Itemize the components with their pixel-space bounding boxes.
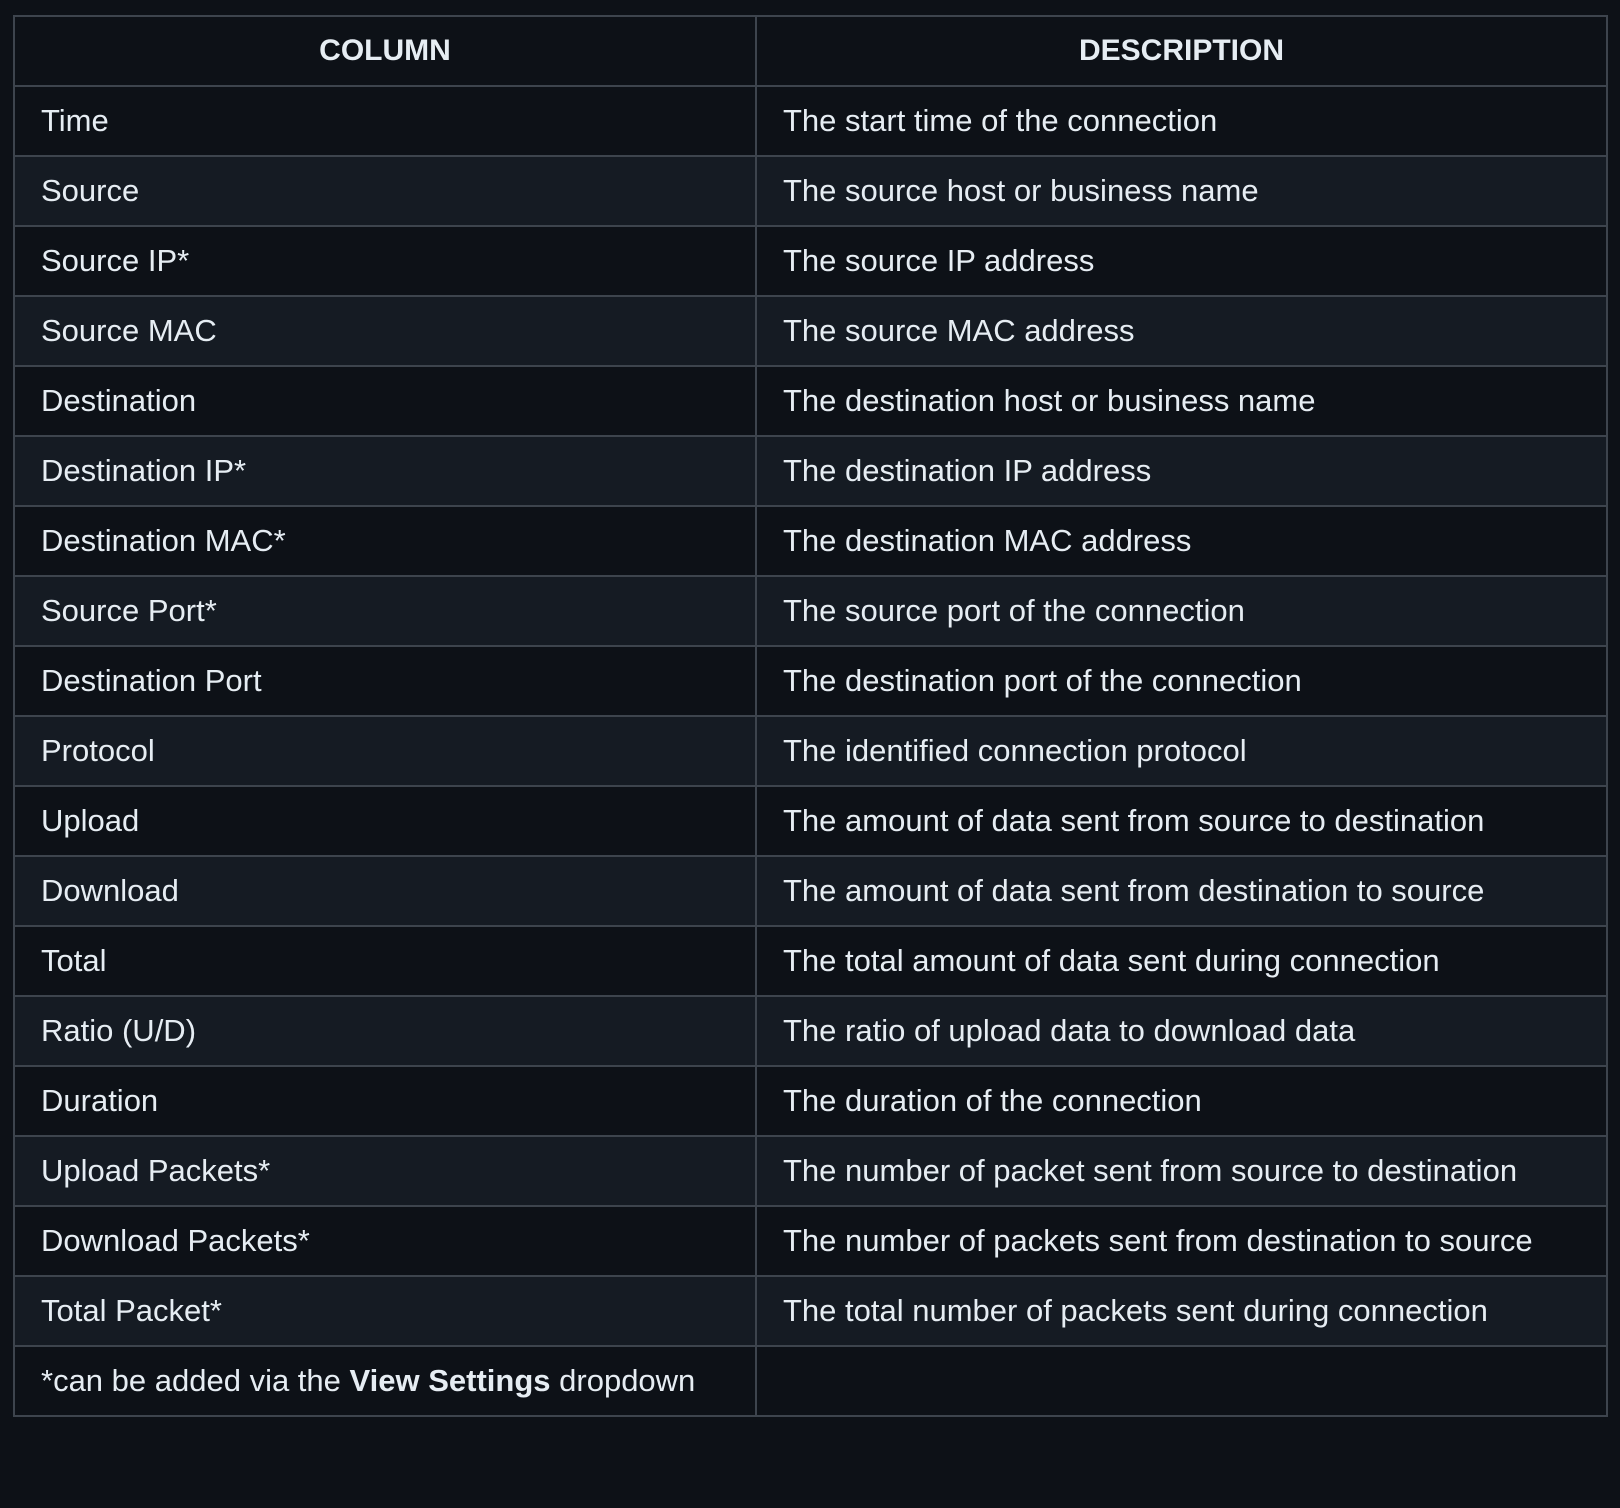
table-row	[14, 1276, 1607, 1346]
table-row	[14, 786, 1607, 856]
description-cell: The destination MAC address	[756, 506, 1607, 576]
column-name-cell: Source Port*	[14, 576, 756, 646]
column-name-cell: Total Packet*	[14, 1276, 756, 1346]
table-row	[14, 1206, 1607, 1276]
table-row	[14, 86, 1607, 156]
column-name-cell: Upload Packets*	[14, 1136, 756, 1206]
description-cell: The source IP address	[756, 226, 1607, 296]
table-row	[14, 226, 1607, 296]
description-cell: The destination IP address	[756, 436, 1607, 506]
description-header: DESCRIPTION	[756, 16, 1607, 86]
table-row	[14, 506, 1607, 576]
description-cell: The amount of data sent from source to destination	[756, 786, 1607, 856]
column-header: COLUMN	[14, 16, 756, 86]
description-cell: The destination port of the connection	[756, 646, 1607, 716]
table-row	[14, 576, 1607, 646]
table-row	[14, 1066, 1607, 1136]
description-cell: The number of packet sent from source to destination	[756, 1136, 1607, 1206]
description-cell: The number of packets sent from destination to source	[756, 1206, 1607, 1276]
view-settings-emphasis: View Settings	[349, 1363, 551, 1398]
table-row	[14, 716, 1607, 786]
column-name-cell: Time	[14, 86, 756, 156]
table-row	[14, 366, 1607, 436]
table-row	[14, 646, 1607, 716]
column-name-cell: Download	[14, 856, 756, 926]
column-name-cell: Destination	[14, 366, 756, 436]
table-row	[14, 436, 1607, 506]
column-name-cell: Source MAC	[14, 296, 756, 366]
table-row	[14, 856, 1607, 926]
table-row	[14, 156, 1607, 226]
column-description-table	[13, 15, 1608, 1417]
description-cell: The total number of packets sent during connection	[756, 1276, 1607, 1346]
description-cell: The amount of data sent from destination to source	[756, 856, 1607, 926]
column-name-cell: Source	[14, 156, 756, 226]
description-cell: The source host or business name	[756, 156, 1607, 226]
description-cell: The ratio of upload data to download data	[756, 996, 1607, 1066]
description-cell: The source port of the connection	[756, 576, 1607, 646]
column-name-cell: Upload	[14, 786, 756, 856]
description-cell: The destination host or business name	[756, 366, 1607, 436]
description-cell: The identified connection protocol	[756, 716, 1607, 786]
column-name-cell: Protocol	[14, 716, 756, 786]
table-row	[14, 996, 1607, 1066]
footnote-suffix: dropdown	[550, 1363, 696, 1398]
column-name-cell: Download Packets*	[14, 1206, 756, 1276]
table-body	[14, 86, 1607, 1416]
column-name-cell: Destination IP*	[14, 436, 756, 506]
description-cell: The source MAC address	[756, 296, 1607, 366]
footnote-empty-cell	[756, 1346, 1607, 1416]
footnote-prefix: *can be added via the	[41, 1363, 350, 1398]
column-name-cell: Destination MAC*	[14, 506, 756, 576]
footnote-row	[14, 1346, 1607, 1416]
table-header-row	[14, 16, 1607, 86]
footnote-cell	[14, 1346, 756, 1416]
description-cell: The start time of the connection	[756, 86, 1607, 156]
column-name-cell: Total	[14, 926, 756, 996]
table-row	[14, 1136, 1607, 1206]
table-row	[14, 296, 1607, 366]
column-name-cell: Ratio (U/D)	[14, 996, 756, 1066]
description-cell: The duration of the connection	[756, 1066, 1607, 1136]
table-row	[14, 926, 1607, 996]
column-name-cell: Source IP*	[14, 226, 756, 296]
description-cell: The total amount of data sent during connection	[756, 926, 1607, 996]
column-name-cell: Destination Port	[14, 646, 756, 716]
column-name-cell: Duration	[14, 1066, 756, 1136]
